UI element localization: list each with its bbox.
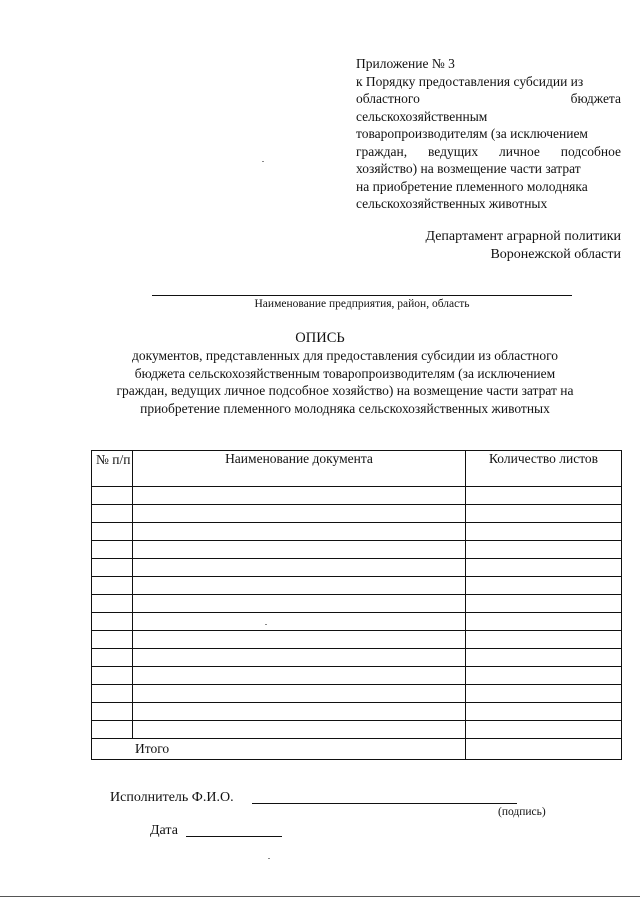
cell-document-name[interactable] <box>133 613 466 631</box>
appendix-number: Приложение № 3 <box>356 56 455 71</box>
cell-number[interactable] <box>92 487 133 505</box>
cell-sheet-count[interactable] <box>466 649 622 667</box>
table-row <box>92 559 622 577</box>
executor-signature-line[interactable] <box>252 803 517 804</box>
page-bottom-edge <box>0 896 640 897</box>
cell-number[interactable] <box>92 577 133 595</box>
total-sheet-count[interactable] <box>466 739 622 760</box>
header-document-name: Наименование документа <box>133 451 466 487</box>
date-label: Дата <box>150 823 178 838</box>
appendix-text-line: областного бюджета <box>356 91 621 106</box>
table-row <box>92 685 622 703</box>
cell-number[interactable] <box>92 703 133 721</box>
department-region: Воронежской области <box>490 247 621 262</box>
cell-sheet-count[interactable] <box>466 541 622 559</box>
table-row <box>92 613 622 631</box>
table-row <box>92 721 622 739</box>
table-row <box>92 649 622 667</box>
table-row <box>92 703 622 721</box>
cell-sheet-count[interactable] <box>466 487 622 505</box>
document-subtitle: документов, представленных для предоставления субсидии из областного бюджета сельскохозяйственным товаропроизводителям (за исключением граждан, ведущих личное подсобное хозяйство) на возмещение части затрат на приобретение племенного молодняка сельскохозяйственных животных <box>116 348 574 416</box>
cell-sheet-count[interactable] <box>466 523 622 541</box>
cell-number[interactable] <box>92 631 133 649</box>
cell-number[interactable] <box>92 559 133 577</box>
cell-document-name[interactable] <box>133 523 466 541</box>
total-row <box>92 739 622 760</box>
cell-number[interactable] <box>92 685 133 703</box>
cell-document-name[interactable] <box>133 595 466 613</box>
cell-document-name[interactable] <box>133 703 466 721</box>
table-header-row <box>92 451 622 487</box>
scan-speck <box>265 624 267 625</box>
table-row <box>92 523 622 541</box>
department-block <box>426 228 622 264</box>
cell-document-name[interactable] <box>133 505 466 523</box>
cell-number[interactable] <box>92 613 133 631</box>
table-row <box>92 487 622 505</box>
header-sheet-count: Количество листов <box>466 451 622 487</box>
table-row <box>92 667 622 685</box>
appendix-block <box>356 55 621 213</box>
cell-document-name[interactable] <box>133 631 466 649</box>
cell-sheet-count[interactable] <box>466 721 622 739</box>
organization-field-line[interactable] <box>152 295 572 296</box>
cell-sheet-count[interactable] <box>466 505 622 523</box>
scan-speck <box>268 858 270 859</box>
table-row <box>92 577 622 595</box>
department-name: Департамент аграрной политики <box>425 229 621 244</box>
cell-document-name[interactable] <box>133 541 466 559</box>
cell-document-name[interactable] <box>133 685 466 703</box>
total-label: Итого <box>92 739 466 760</box>
cell-number[interactable] <box>92 667 133 685</box>
appendix-text-line: сельскохозяйственных животных <box>356 196 548 211</box>
cell-sheet-count[interactable] <box>466 595 622 613</box>
cell-number[interactable] <box>92 541 133 559</box>
cell-number[interactable] <box>92 505 133 523</box>
appendix-text-line: товаропроизводителям (за исключением <box>356 126 588 141</box>
cell-number[interactable] <box>92 721 133 739</box>
date-field-line[interactable] <box>186 836 282 837</box>
cell-document-name[interactable] <box>133 667 466 685</box>
table-row <box>92 541 622 559</box>
appendix-text-line: граждан, ведущих личное подсобное <box>356 143 621 159</box>
appendix-text-line: хозяйство) на возмещение части затрат <box>356 161 581 176</box>
cell-sheet-count[interactable] <box>466 667 622 685</box>
table-row <box>92 505 622 523</box>
cell-sheet-count[interactable] <box>466 559 622 577</box>
cell-number[interactable] <box>92 649 133 667</box>
cell-document-name[interactable] <box>133 487 466 505</box>
documents-table <box>91 450 622 760</box>
appendix-text-line: к Порядку предоставления субсидии из <box>356 73 584 89</box>
header-number: № п/п <box>92 451 133 487</box>
cell-document-name[interactable] <box>133 649 466 667</box>
cell-sheet-count[interactable] <box>466 685 622 703</box>
cell-number[interactable] <box>92 523 133 541</box>
cell-sheet-count[interactable] <box>466 631 622 649</box>
cell-document-name[interactable] <box>133 559 466 577</box>
organization-caption: Наименование предприятия, район, область <box>254 298 470 310</box>
cell-sheet-count[interactable] <box>466 703 622 721</box>
signature-caption: (подпись) <box>498 806 546 818</box>
cell-sheet-count[interactable] <box>466 613 622 631</box>
document-title: ОПИСЬ <box>295 330 345 346</box>
table-row <box>92 631 622 649</box>
executor-label: Исполнитель Ф.И.О. <box>110 790 234 805</box>
appendix-text-line: на приобретение племенного молодняка <box>356 178 588 194</box>
cell-sheet-count[interactable] <box>466 577 622 595</box>
cell-document-name[interactable] <box>133 577 466 595</box>
cell-document-name[interactable] <box>133 721 466 739</box>
scan-speck <box>262 161 264 162</box>
appendix-text-line: сельскохозяйственным <box>356 108 488 124</box>
table-row <box>92 595 622 613</box>
cell-number[interactable] <box>92 595 133 613</box>
